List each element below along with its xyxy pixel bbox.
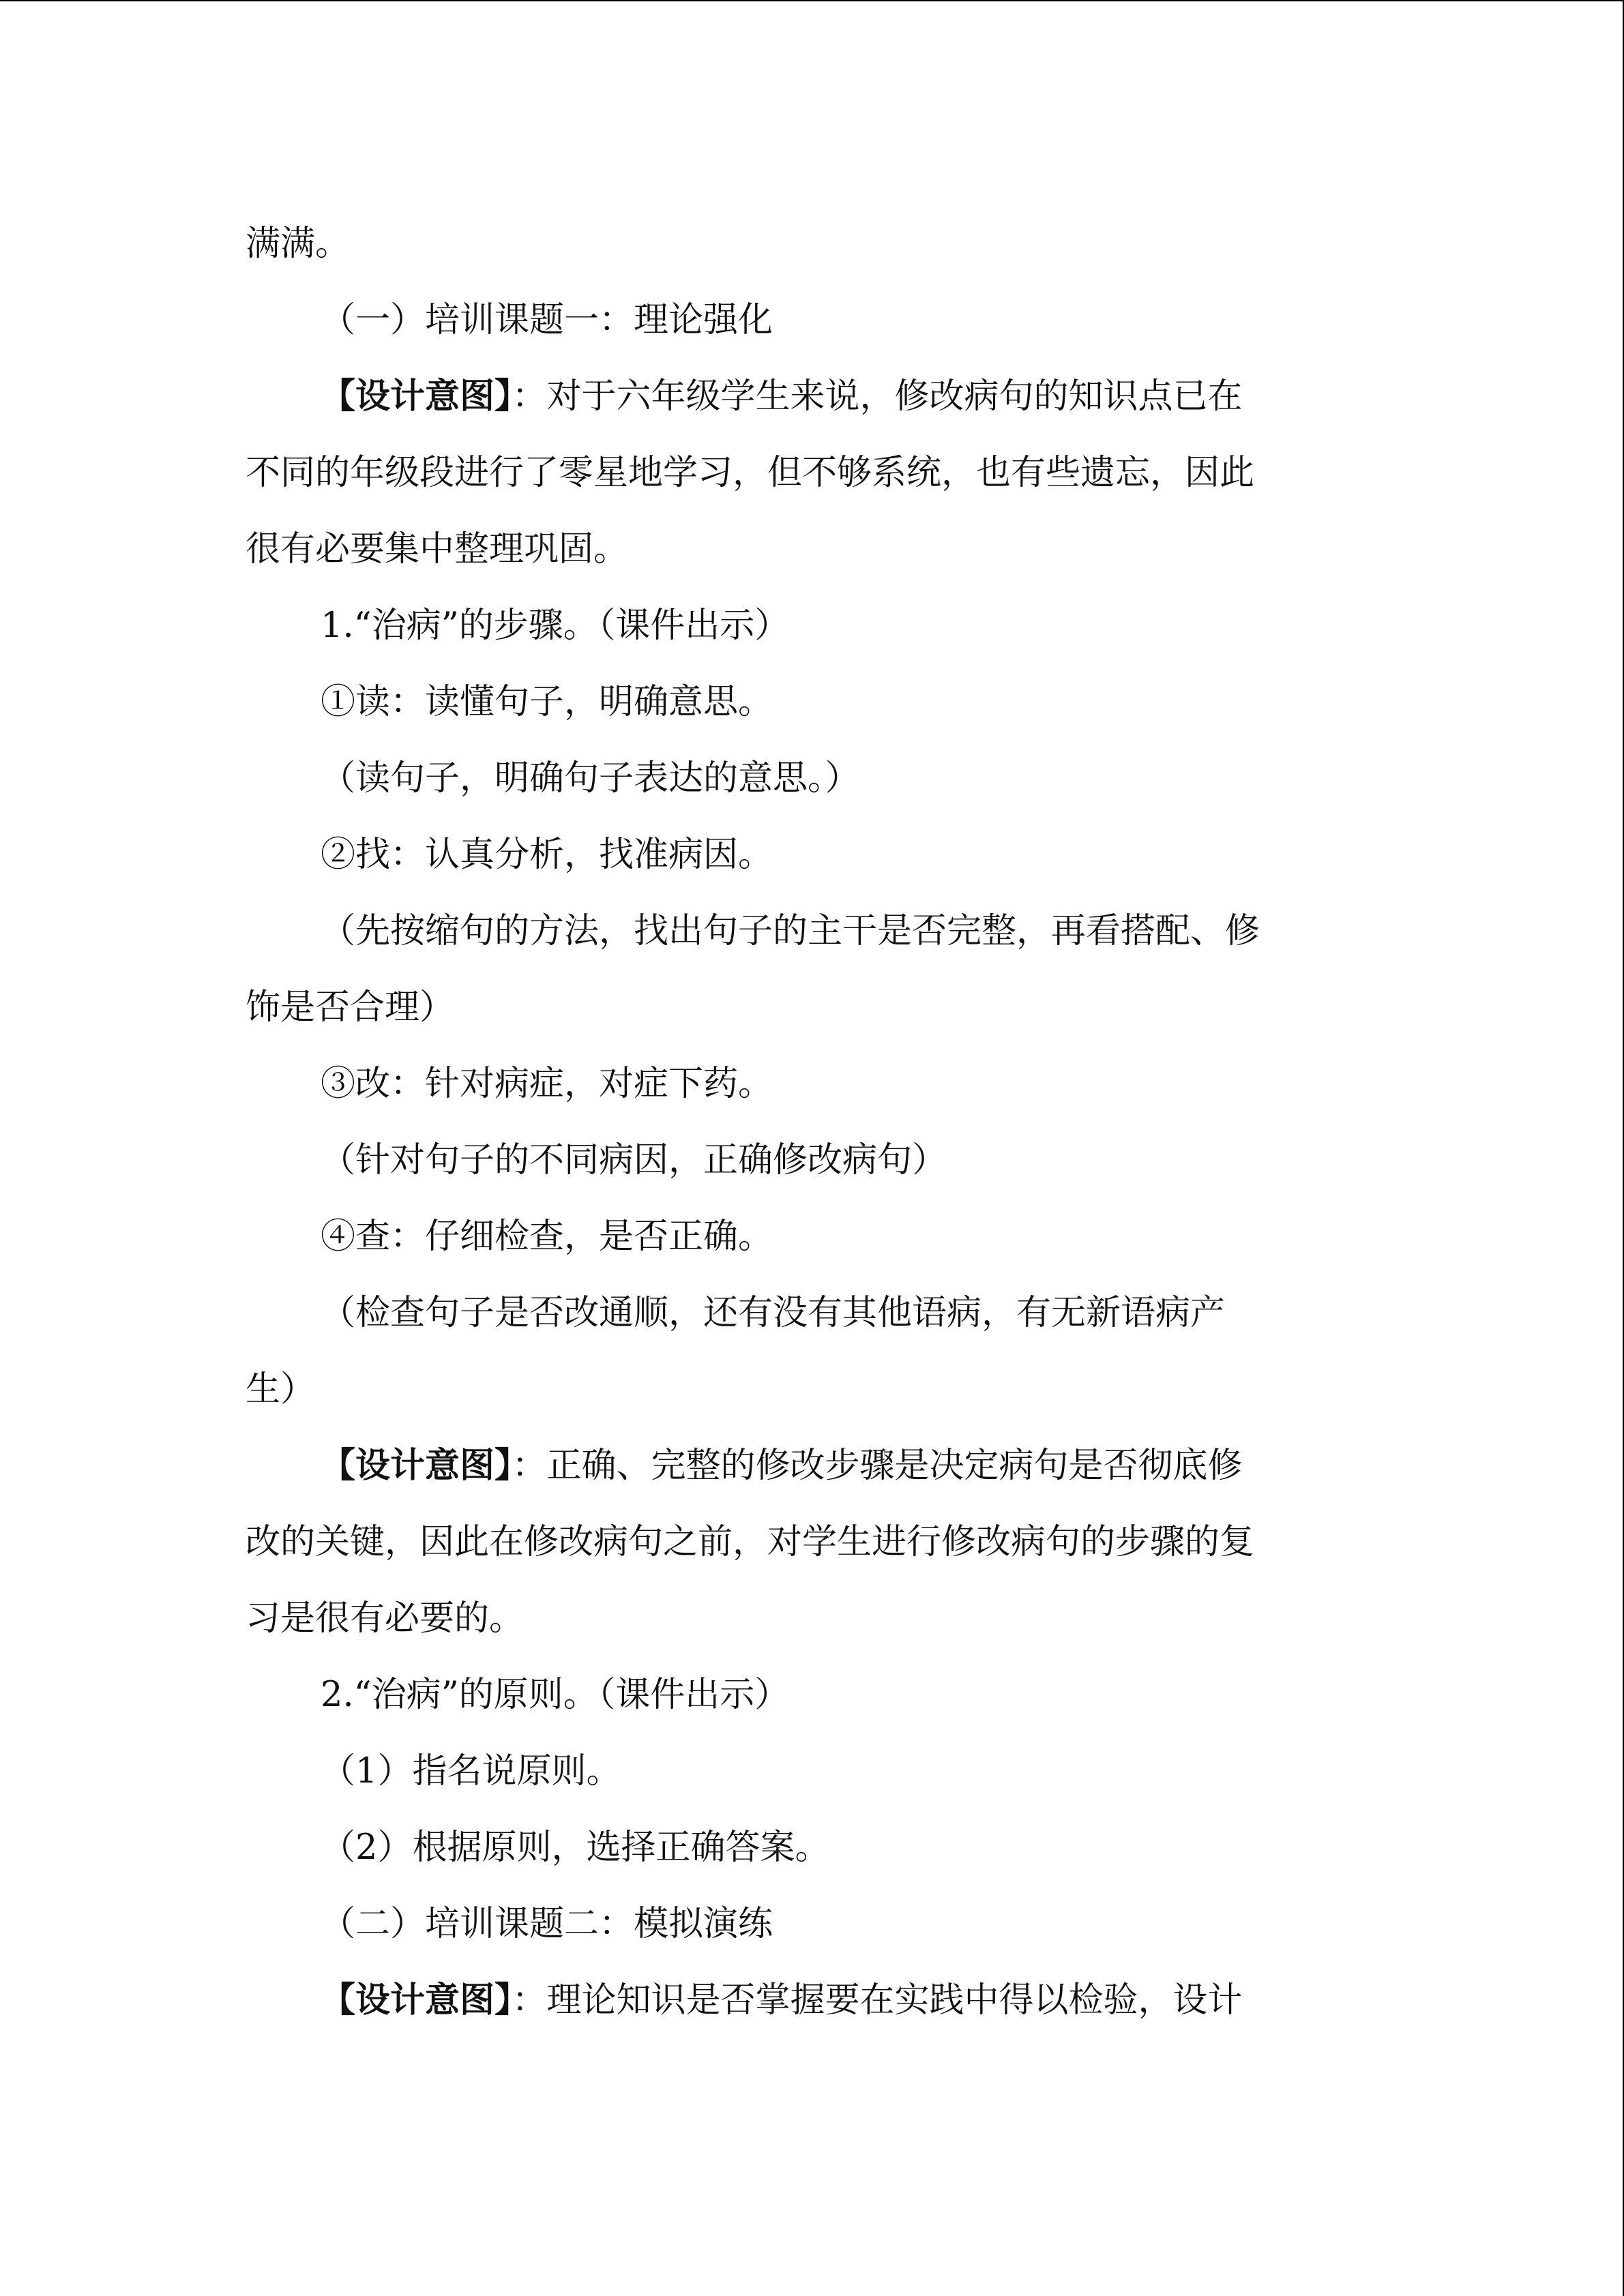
text-line: （检查句子是否改通顺，还有没有其他语病，有无新语病产 — [321, 1293, 1226, 1333]
text-line: （2）根据原则，选择正确答案。 — [321, 1828, 830, 1868]
text-line: 生） — [246, 1369, 316, 1410]
text-line: 习是很有必要的。 — [246, 1598, 525, 1639]
text-line: 饰是否合理） — [246, 987, 455, 1028]
design-intent-label: 【设计意图】 — [321, 1446, 512, 1486]
text-line: ③改：针对病症，对症下药。 — [321, 1064, 773, 1104]
design-intent-paragraph — [246, 1428, 1364, 1504]
document-body — [246, 206, 1364, 2039]
text-line: ④查：仔细检查，是否正确。 — [321, 1217, 773, 1257]
step-heading: 1.“治病”的步骤。（课件出示） — [321, 606, 790, 646]
text-line: 很有必要集中整理巩固。 — [246, 529, 629, 569]
design-intent-paragraph — [246, 1963, 1364, 2039]
text-line: （先按缩句的方法，找出句子的主干是否完整，再看搭配、修 — [321, 911, 1260, 951]
text-line: 不同的年级段进行了零星地学习，但不够系统，也有些遗忘，因此 — [246, 453, 1255, 493]
text-span: ：对于六年级学生来说，修改病句的知识点已在 — [512, 376, 1243, 417]
text-line: （读句子，明确句子表达的意思。） — [321, 758, 860, 799]
section-heading: （一）培训课题一：理论强化 — [321, 300, 773, 340]
design-intent-label: 【设计意图】 — [321, 1980, 512, 2021]
text-line: （1）指名说原则。 — [321, 1751, 621, 1791]
text-span: ：正确、完整的修改步骤是决定病句是否彻底修 — [512, 1446, 1243, 1486]
section-heading: （二）培训课题二：模拟演练 — [321, 1904, 773, 1944]
design-intent-label: 【设计意图】 — [321, 376, 512, 417]
text-line: ②找：认真分析，找准病因。 — [321, 835, 773, 875]
text-line: 改的关键，因此在修改病句之前，对学生进行修改病句的步骤的复 — [246, 1522, 1255, 1562]
text-line: ①读：读懂句子，明确意思。 — [321, 682, 773, 722]
text-span: ：理论知识是否掌握要在实践中得以检验，设计 — [512, 1980, 1243, 2021]
text-line: （针对句子的不同病因，正确修改病句） — [321, 1140, 947, 1180]
step-heading: 2.“治病”的原则。（课件出示） — [321, 1675, 790, 1715]
text-line: 满满。 — [246, 224, 351, 264]
design-intent-paragraph — [246, 359, 1364, 435]
